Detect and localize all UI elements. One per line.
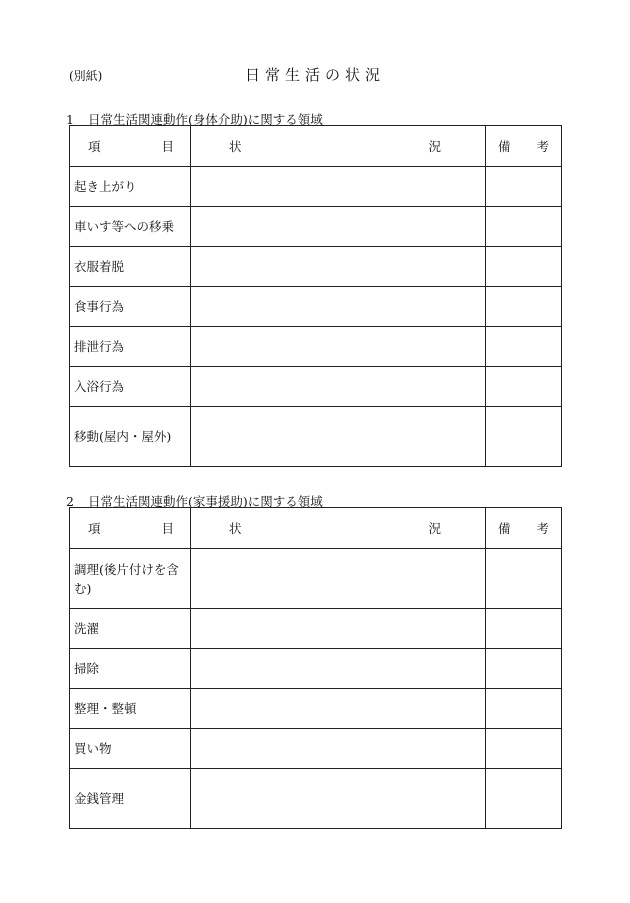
table-row: [70, 247, 562, 287]
status-cell[interactable]: [191, 649, 486, 689]
table-row: [70, 609, 562, 649]
row-label: 掃除: [70, 649, 191, 689]
notes-cell[interactable]: [486, 729, 562, 769]
notes-cell[interactable]: [486, 549, 562, 609]
status-cell[interactable]: [191, 729, 486, 769]
status-cell[interactable]: [191, 609, 486, 649]
table-row: [70, 769, 562, 829]
status-cell[interactable]: [191, 287, 486, 327]
notes-cell[interactable]: [486, 769, 562, 829]
row-label: 整理・整頓: [70, 689, 191, 729]
table-row: [70, 549, 562, 609]
header-status: 状 況: [191, 126, 486, 167]
status-cell[interactable]: [191, 407, 486, 467]
status-cell[interactable]: [191, 247, 486, 287]
row-label: 食事行為: [70, 287, 191, 327]
row-label: 排泄行為: [70, 327, 191, 367]
status-cell[interactable]: [191, 167, 486, 207]
status-cell[interactable]: [191, 367, 486, 407]
section-2-table: [69, 507, 562, 829]
section-1-number: 1: [66, 112, 74, 127]
table-row: [70, 407, 562, 467]
header-notes: 備 考: [486, 126, 562, 167]
row-label: 移動(屋内・屋外): [70, 407, 191, 467]
notes-cell[interactable]: [486, 689, 562, 729]
row-label: 車いす等への移乗: [70, 207, 191, 247]
table-row: [70, 287, 562, 327]
row-label: 洗濯: [70, 609, 191, 649]
row-label: 起き上がり: [70, 167, 191, 207]
table-header-row: [70, 508, 562, 549]
header-item: 項 目: [70, 508, 191, 549]
status-cell[interactable]: [191, 549, 486, 609]
row-label: 金銭管理: [70, 769, 191, 829]
annex-label: (別紙): [69, 69, 103, 83]
notes-cell[interactable]: [486, 367, 562, 407]
section-2-number: 2: [66, 494, 74, 509]
header-item: 項 目: [70, 126, 191, 167]
notes-cell[interactable]: [486, 407, 562, 467]
status-cell[interactable]: [191, 769, 486, 829]
header-notes: 備 考: [486, 508, 562, 549]
table-header-row: [70, 126, 562, 167]
notes-cell[interactable]: [486, 247, 562, 287]
notes-cell[interactable]: [486, 287, 562, 327]
row-label: 入浴行為: [70, 367, 191, 407]
status-cell[interactable]: [191, 207, 486, 247]
table-row: [70, 649, 562, 689]
row-label: 衣服着脱: [70, 247, 191, 287]
document-title: 日常生活の状況: [244, 66, 385, 84]
row-label: 買い物: [70, 729, 191, 769]
notes-cell[interactable]: [486, 609, 562, 649]
row-label: 調理(後片付けを含む): [70, 549, 191, 609]
table-row: [70, 167, 562, 207]
section-2-title: 日常生活関連動作(家事援助)に関する領域: [88, 494, 323, 509]
header-status: 状 況: [191, 508, 486, 549]
status-cell[interactable]: [191, 327, 486, 367]
table-row: [70, 689, 562, 729]
table-row: [70, 207, 562, 247]
status-cell[interactable]: [191, 689, 486, 729]
section-1-title: 日常生活関連動作(身体介助)に関する領域: [88, 112, 323, 127]
notes-cell[interactable]: [486, 327, 562, 367]
notes-cell[interactable]: [486, 649, 562, 689]
table-row: [70, 327, 562, 367]
notes-cell[interactable]: [486, 207, 562, 247]
table-row: [70, 367, 562, 407]
section-1-table: [69, 125, 562, 467]
notes-cell[interactable]: [486, 167, 562, 207]
table-row: [70, 729, 562, 769]
